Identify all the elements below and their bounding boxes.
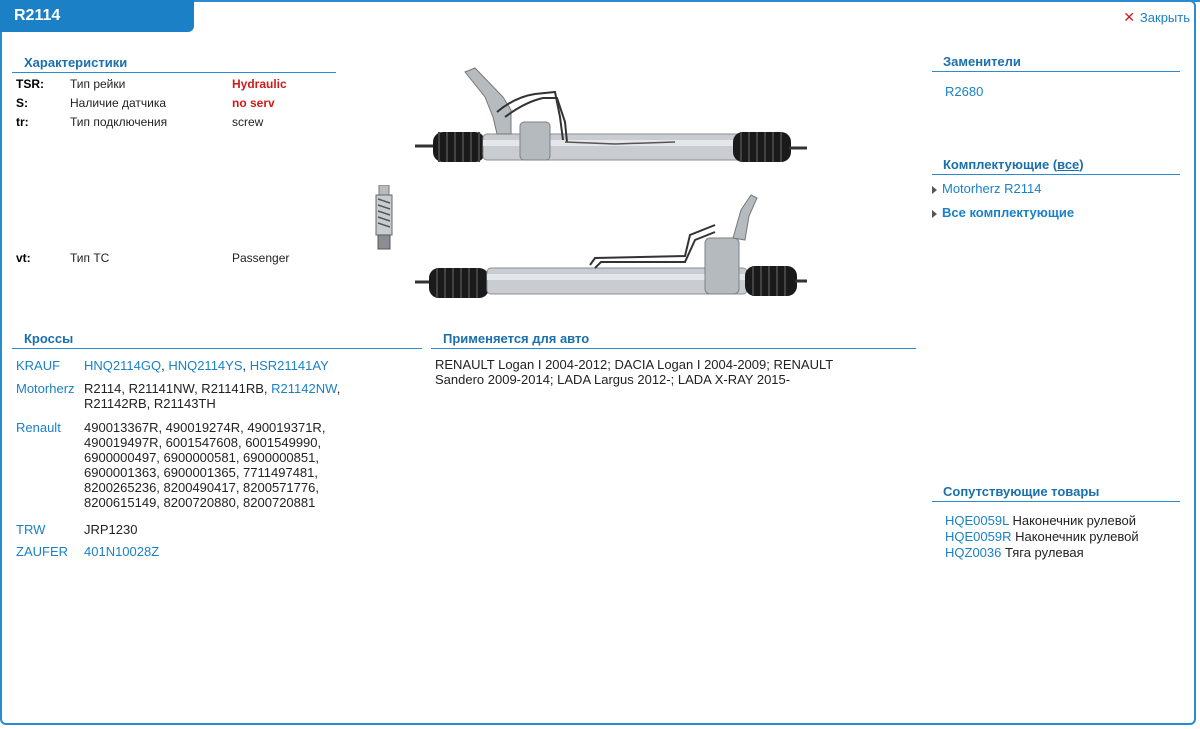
triangle-right-icon — [932, 210, 937, 218]
cross-row-krauf — [16, 358, 416, 374]
cross-code-link[interactable]: 401N10028Z — [84, 544, 160, 559]
connector-image[interactable] — [373, 185, 395, 251]
component-item-all[interactable]: Все комплектующие — [932, 205, 1074, 220]
component-item-motorherz[interactable]: Motorherz R2114 — [932, 181, 1041, 196]
char-row-tsr — [16, 76, 336, 92]
cross-code-link[interactable]: HNQ2114GQ — [84, 358, 162, 373]
char-code: vt: — [16, 251, 31, 265]
char-row-s — [16, 95, 336, 111]
close-button[interactable] — [1123, 9, 1190, 26]
components-all-link[interactable]: все — [1057, 157, 1080, 172]
window-title: R2114 — [0, 0, 194, 32]
close-icon[interactable]: ✕ — [1123, 9, 1135, 25]
related-item — [945, 545, 1084, 560]
connector-illustration — [373, 185, 395, 251]
char-code: tr: — [16, 115, 29, 129]
components-heading: Комплектующие (все) — [932, 157, 1180, 175]
cross-code-text: 8200615149, 8200720880, 8200720881 — [84, 495, 316, 510]
cross-code-separator: , — [336, 381, 341, 396]
char-value: Passenger — [232, 251, 290, 265]
related-item — [945, 513, 1136, 528]
cross-code-link[interactable]: HNQ2114YS — [168, 358, 243, 373]
related-item — [945, 529, 1139, 544]
characteristics-heading: Характеристики — [12, 55, 336, 73]
related-code-link[interactable]: HQE0059R — [945, 529, 1012, 544]
char-value: Hydraulic — [232, 77, 287, 91]
char-name: Тип ТС — [70, 251, 110, 265]
related-heading: Сопутствующие товары — [932, 484, 1180, 502]
replacement-link[interactable]: R2680 — [945, 84, 984, 99]
related-code-link[interactable]: HQE0059L — [945, 513, 1009, 528]
cross-row-renault — [16, 420, 416, 516]
char-name: Наличие датчика — [70, 96, 167, 110]
cross-code-text: 6900001363, 6900001365, 7711497481, — [84, 465, 318, 480]
rack-image-bottom[interactable] — [415, 190, 810, 305]
applies-line: Sandero 2009-2014; LADA Largus 2012-; LADA X-RAY 2015- — [435, 372, 791, 387]
cross-code-separator: , — [242, 358, 250, 373]
char-value: screw — [232, 115, 264, 129]
related-name: Тяга рулевая — [1001, 545, 1084, 560]
cross-code-text: 490019497R, 6001547608, 6001549990, — [84, 435, 322, 450]
cross-code-text: JRP1230 — [84, 522, 138, 537]
cross-code-text: 490013367R, 490019274R, 490019371R, — [84, 420, 326, 435]
char-row-vt — [16, 250, 336, 266]
cross-code-text: 6900000497, 6900000581, 6900000851, — [84, 450, 319, 465]
cross-code-text: 8200265236, 8200490417, 8200571776, — [84, 480, 319, 495]
steering-rack-illustration-top — [415, 62, 810, 182]
cross-brand[interactable]: KRAUF — [16, 358, 61, 373]
cross-brand[interactable]: Motorherz — [16, 381, 75, 396]
char-code: S: — [16, 96, 28, 110]
cross-code-text: R21142RB, R21143TH — [84, 396, 216, 411]
cross-brand[interactable]: Renault — [16, 420, 61, 435]
char-row-tr — [16, 114, 336, 130]
applies-text — [435, 357, 875, 387]
char-name: Тип рейки — [70, 77, 126, 91]
cross-code-text: R2114, R21141NW, R21141RB, — [84, 381, 272, 396]
crosses-heading: Кроссы — [12, 331, 422, 349]
close-label[interactable]: Закрыть — [1139, 10, 1190, 25]
cross-brand[interactable]: TRW — [16, 522, 46, 537]
cross-code-link[interactable]: HSR21141AY — [249, 358, 329, 373]
char-code: TSR: — [16, 77, 44, 91]
char-value: no serv — [232, 96, 275, 110]
cross-row-trw — [16, 522, 416, 538]
applies-heading: Применяется для авто — [431, 331, 916, 349]
cross-brand[interactable]: ZAUFER — [16, 544, 68, 559]
related-name: Наконечник рулевой — [1011, 529, 1139, 544]
cross-code-link[interactable]: R21142NW — [271, 381, 337, 396]
related-code-link[interactable]: HQZ0036 — [945, 545, 1002, 560]
replacements-heading: Заменители — [932, 54, 1180, 72]
rack-image-top[interactable] — [415, 62, 810, 182]
cross-code-separator: , — [161, 358, 169, 373]
cross-row-motorherz — [16, 381, 416, 413]
steering-rack-illustration-bottom — [415, 190, 810, 305]
cross-row-zaufer — [16, 544, 416, 560]
applies-line: RENAULT Logan I 2004-2012; DACIA Logan I 2004-2009; RENAULT — [435, 357, 834, 372]
char-name: Тип подключения — [70, 115, 168, 129]
related-name: Наконечник рулевой — [1008, 513, 1136, 528]
triangle-right-icon — [932, 186, 937, 194]
